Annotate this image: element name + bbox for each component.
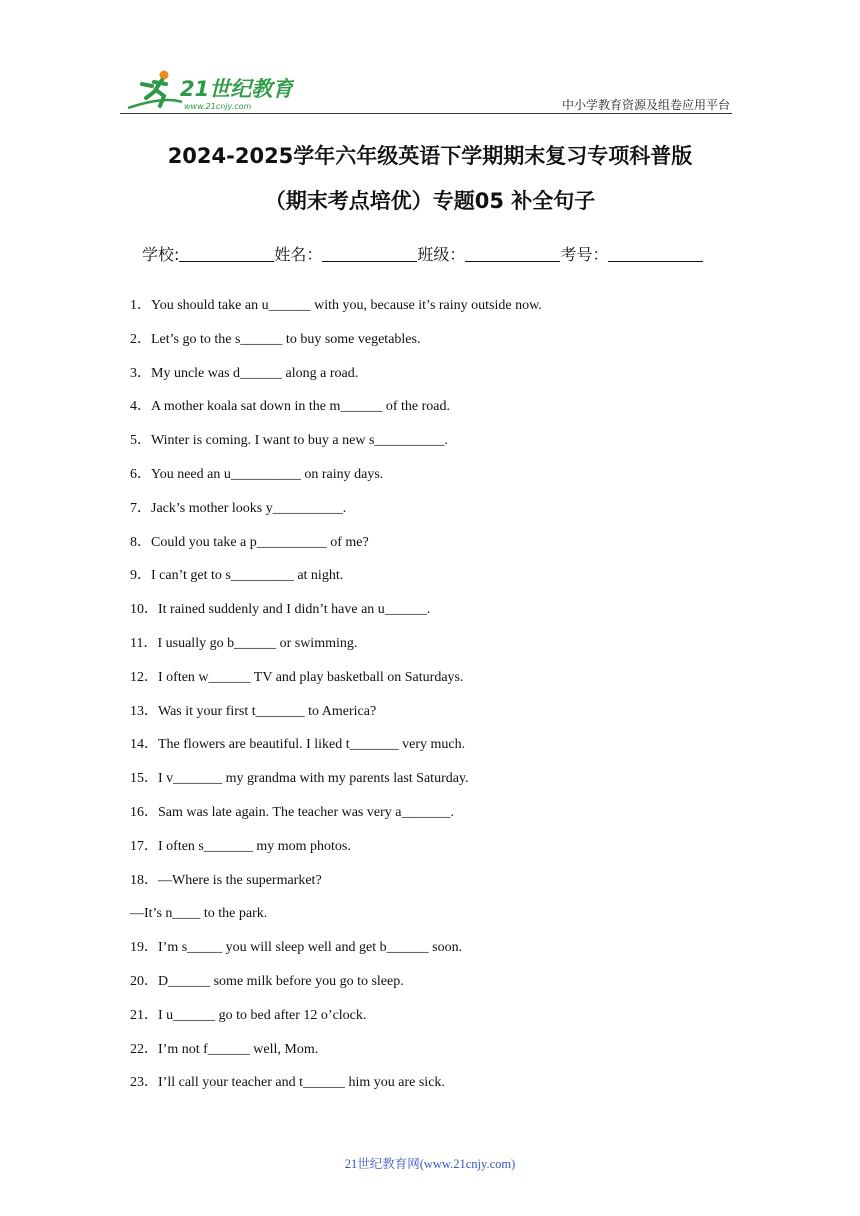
question-item: 22．I’m not f______ well, Mom. xyxy=(130,1041,319,1057)
question-item: 1．You should take an u______ with you, because it’s rainy outside now. xyxy=(130,298,542,313)
question-item: 13．Was it your first t_______ to America? xyxy=(130,703,377,719)
question-item: 15．I v_______ my grandma with my parents last Saturday. xyxy=(130,771,469,787)
name-label: 姓名： xyxy=(274,245,323,264)
question-item: 2．Let’s go to the s______ to buy some vegetables. xyxy=(130,331,421,347)
question-item: 5．Winter is coming. I want to buy a new s__________. xyxy=(130,433,448,449)
question-item: 7．Jack’s mother looks y__________. xyxy=(130,500,347,516)
question-item: 14．The flowers are beautiful. I liked t_______ very much. xyxy=(130,737,466,753)
question-item: 9．I can’t get to s_________ at night. xyxy=(130,568,344,584)
question-item: 23．I’ll call your teacher and t______ him you are sick. xyxy=(130,1075,445,1091)
logo-subtext: www.21cnjy.com xyxy=(184,102,252,111)
student-info xyxy=(142,242,703,265)
header-divider xyxy=(120,113,732,114)
question-list xyxy=(130,296,770,1107)
class-label: 班级： xyxy=(417,245,466,264)
question-item: 3．My uncle was d______ along a road. xyxy=(130,365,359,381)
question-item: 4．A mother koala sat down in the m______ of the road. xyxy=(130,399,450,415)
page-title: 2024-2025学年六年级英语下学期期末复习专项科普版 xyxy=(167,144,693,168)
question-item: 19．I’m s_____ you will sleep well and get b______ soon. xyxy=(130,940,463,956)
question-item: 12．I often w______ TV and play basketball on Saturdays. xyxy=(130,669,464,685)
question-item: 8．Could you take a p__________ of me? xyxy=(130,534,369,550)
name-blank[interactable] xyxy=(322,247,417,262)
question-item: 20．D______ some milk before you go to sleep. xyxy=(130,973,404,989)
runner-icon xyxy=(128,71,182,109)
question-item: 11．I usually go b______ or swimming. xyxy=(130,635,358,651)
number-blank[interactable] xyxy=(608,247,703,262)
logo-text: 21世纪教育 xyxy=(180,77,294,101)
question-item: 18．—Where is the supermarket? xyxy=(130,872,322,888)
page-footer: 21世纪教育网(www.21cnjy.com) xyxy=(344,1157,516,1171)
page-subtitle: （期末考点培优）专题05 补全句子 xyxy=(264,189,596,213)
question-item: 21．I u______ go to bed after 12 o’clock. xyxy=(130,1007,367,1023)
question-item-answer-line: —It’s n____ to the park. xyxy=(130,906,268,922)
question-item: 10．It rained suddenly and I didn’t have an u______. xyxy=(130,602,431,618)
question-item: 16．Sam was late again. The teacher was very a_______. xyxy=(130,804,454,820)
class-blank[interactable] xyxy=(465,247,560,262)
logo xyxy=(124,68,294,112)
school-blank[interactable] xyxy=(179,247,274,262)
platform-label: 中小学教育资源及组卷应用平台 xyxy=(561,98,730,112)
number-label: 考号： xyxy=(560,245,609,264)
question-item: 6．You need an u__________ on rainy days. xyxy=(130,466,384,482)
question-item: 17．I often s_______ my mom photos. xyxy=(130,838,351,854)
page-header xyxy=(120,60,732,112)
school-label: 学校: xyxy=(142,245,180,264)
